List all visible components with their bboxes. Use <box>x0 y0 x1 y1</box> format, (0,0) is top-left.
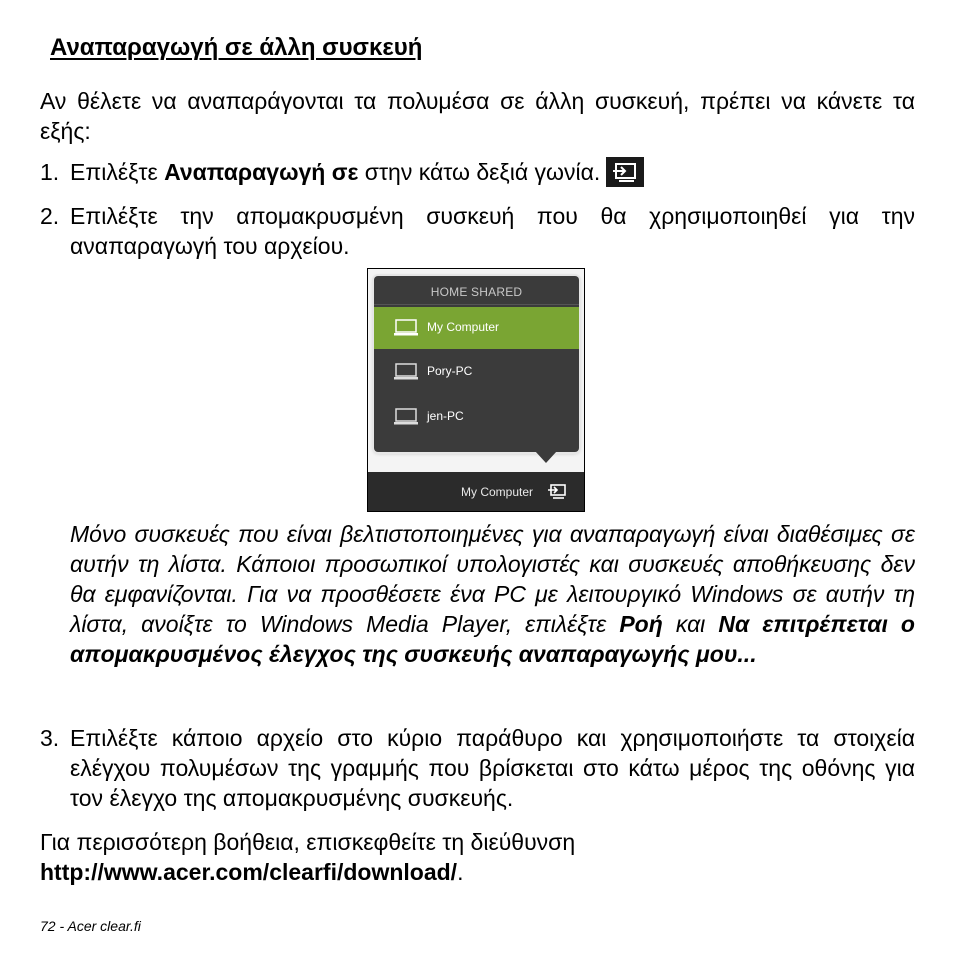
step-1-number: 1. <box>40 159 60 185</box>
intro-paragraph: Αν θέλετε να αναπαράγονται τα πολυμέσα σε άλλη συσκευή, πρέπει να κάνετε τα εξής: <box>40 88 915 144</box>
device-label: My Computer <box>427 320 500 334</box>
laptop-icon <box>394 408 418 429</box>
bottom-bar <box>368 472 584 511</box>
note-text-2: και <box>662 611 719 637</box>
step-3-text: Επιλέξτε κάποιο αρχείο στο κύριο παράθυρο και χρησιμοποιήστε τα στοιχεία ελέγχου πολυμέσων της γραμμής που βρίσκεται στο κάτω μέρος της οθόνης για τον έλεγχο της απομακρυσμένης συσκευής. <box>70 725 915 811</box>
step-1-text <box>70 157 915 187</box>
note-paragraph <box>70 519 915 669</box>
help-text: Για περισσότερη βοήθεια, επισκεφθείτε τη διεύθυνση <box>40 829 576 855</box>
play-to-screenshot <box>367 268 585 512</box>
step-2-number: 2. <box>40 203 60 229</box>
laptop-icon <box>394 363 418 384</box>
note-bold-stream: Ροή <box>619 611 663 637</box>
step-3-number: 3. <box>40 725 60 751</box>
help-period: . <box>457 859 464 885</box>
note-bold-allow-remote: Να επιτρέπεται ο απομακρυσμένος έλεγχος της συσκευής αναπαραγωγής μου... <box>70 611 915 667</box>
help-paragraph <box>40 827 915 887</box>
popup-pointer <box>535 451 557 463</box>
section-heading: Αναπαραγωγή σε άλλη συσκευή <box>50 34 423 61</box>
step-1-after: στην κάτω δεξιά γωνία. <box>358 159 601 185</box>
page-footer: 72 - Acer clear.fi <box>40 918 141 934</box>
play-to-icon[interactable] <box>546 483 568 506</box>
step-1-before: Επιλέξτε <box>70 159 165 185</box>
device-popup <box>374 276 579 452</box>
help-url-link[interactable]: http://www.acer.com/clearfi/download/ <box>40 859 458 885</box>
device-label: jen-PC <box>427 409 464 423</box>
device-label: Pory-PC <box>427 364 473 378</box>
play-to-label: Αναπαραγωγή σε <box>164 159 359 185</box>
device-item-pory-pc[interactable] <box>374 351 579 393</box>
step-2-text: Επιλέξτε την απομακρυσμένη συσκευή που θα χρησιμοποιηθεί για την αναπαραγωγή του αρχείου. <box>70 203 915 259</box>
note-text-1: Μόνο συσκευές που είναι βελτιστοποιημένες για αναπαραγωγή είναι διαθέσιμες σε αυτήν τη λίστα. Κάποιοι προσωπικοί υπολογιστές και συσκευές αποθήκευσης δεν θα εμφανίζονται. Για να προσθέσετε ένα PC με λειτουργικό Windows σε αυτήν τη λίστα, ανοίξτε το Windows Media Player, επιλέξτε <box>70 521 915 637</box>
device-item-jen-pc[interactable] <box>374 396 579 438</box>
current-device-label[interactable]: My Computer <box>461 485 534 499</box>
device-item-my-computer[interactable] <box>374 307 579 349</box>
popup-header: HOME SHARED <box>430 285 523 299</box>
divider <box>374 304 579 305</box>
laptop-icon <box>394 319 418 340</box>
play-to-icon <box>606 157 644 187</box>
